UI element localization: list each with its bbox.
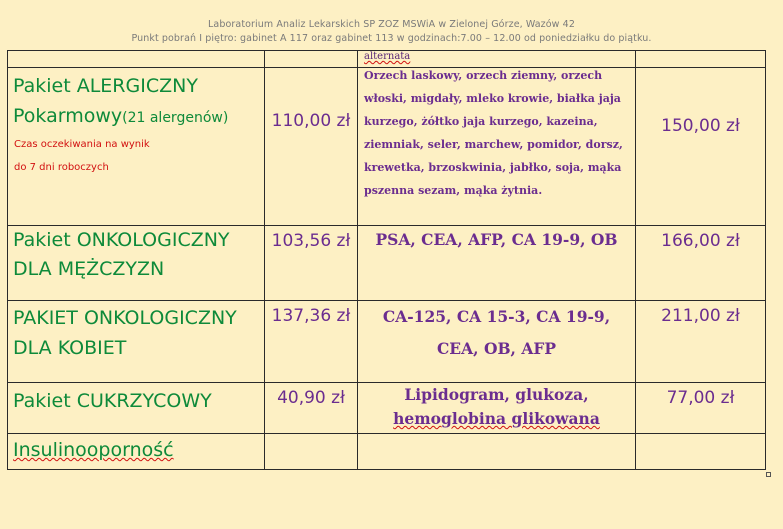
package-description: Orzech laskowy, orzech ziemny, orzech włoski, migdały, mleko krowie, białka jaja kurzego, żółtko jaja kurzego, kazeina, ziemniak, seler, marchew, pomidor, dorsz, krewetka, brzoskwinia, jabłko, soja, mąka pszenna sezam, mąka żytnia. [364,69,623,197]
table-row [8,301,766,383]
package-price: 137,36 zł [271,306,351,326]
header-line-2: Punkt pobrań I piętro: gabinet A 117 oraz gabinet 113 w godzinach:7.00 – 12.00 od poniedziałku do piątku. [131,33,652,44]
package-price-2: 150,00 zł [661,116,740,136]
package-name: Pakiet ALERGICZNY Pokarmowy(21 alergenów) [13,75,229,127]
package-price-2 [636,434,765,442]
table-header-row [8,51,766,68]
package-description: CA-125, CA 15-3, CA 19-9, CEA, OB, AFP [382,307,611,358]
table-resize-handle[interactable] [766,472,771,477]
table-row [8,68,766,226]
package-price-2: 211,00 zł [661,306,740,326]
package-name: Insulinooporność [13,439,174,461]
waiting-time-note: Czas oczekiwania na wynik do 7 dni roboczych [14,139,150,173]
package-price: 103,56 zł [271,231,351,251]
package-name: Pakiet CUKRZYCOWY [13,390,212,412]
alt-label: alternata [364,51,411,62]
table-row [8,226,766,301]
package-price [265,434,357,442]
package-description: PSA, CEA, AFP, CA 19-9, OB [375,230,618,249]
header-line-1: Laboratorium Analiz Lekarskich SP ZOZ MSWiA w Zielonej Górze, Wazów 42 [208,19,575,30]
package-name: Pakiet ONKOLOGICZNY DLA MĘŻCZYZN [13,229,230,280]
table-row [8,434,766,470]
package-name: PAKIET ONKOLOGICZNY DLA KOBIET [13,307,237,359]
price-table [7,50,766,470]
package-description: Lipidogram, glukoza, hemoglobina glikowana [393,385,600,428]
package-price-2: 166,00 zł [661,231,740,251]
package-price-2: 77,00 zł [666,388,735,408]
table-row [8,383,766,434]
package-price: 110,00 zł [271,111,351,131]
package-price: 40,90 zł [277,388,345,408]
